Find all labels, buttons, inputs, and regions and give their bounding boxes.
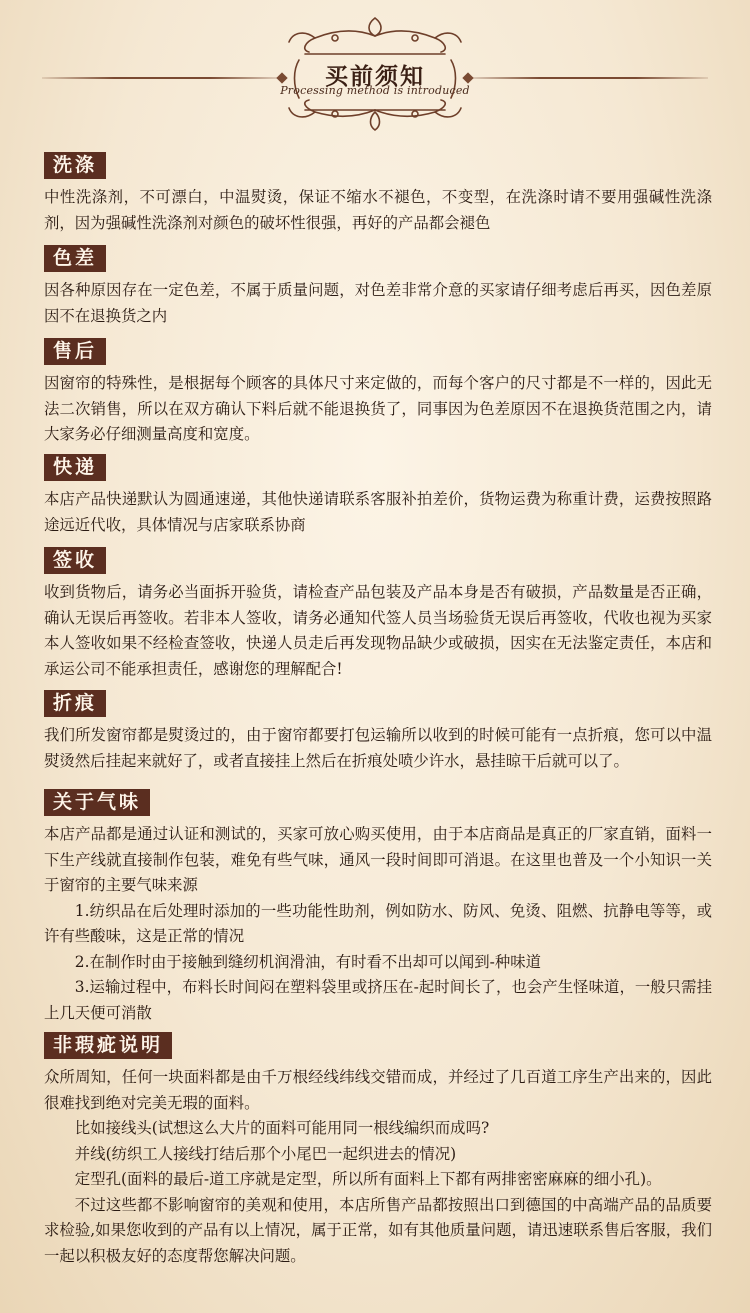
section-title: 快递	[44, 454, 106, 481]
section-text: 众所周知，任何一块面料都是由千万根经线纬线交错而成，并经过了几百道工序生产出来的，因此很难找到绝对完美无瑕的面料。	[44, 1068, 712, 1112]
section-title: 折痕	[44, 690, 106, 717]
section-list-item: 比如接线头(试想这么大片的面料可能用同一根线编织而成吗?	[74, 1119, 490, 1137]
section-non-defect	[44, 1032, 712, 1269]
section-list-item: 1.纺织品在后处理时添加的一些功能性助剂，例如防水、防风、免烫、阻燃、抗静电等等，或许有些酸味，这是正常的情况	[44, 901, 712, 945]
section-list-item: 2.在制作时由于接触到缝纫机润滑油，有时看不出却可以闻到-种味道	[74, 952, 542, 971]
section-title: 色差	[44, 245, 106, 272]
section-text: 本店产品快递默认为圆通速递，其他快递请联系客服补拍差价，货物运费为称重计费，运费按照路途远近代收，具体情况与店家联系协商	[44, 490, 712, 534]
section-list-item: 定型孔(面料的最后-道工序就是定型，所以所有面料上下都有两排密密麻麻的细小孔)。	[74, 1170, 662, 1188]
section-title: 售后	[44, 338, 106, 365]
section-text: 因各种原因存在一定色差，不属于质量问题，对色差非常介意的买家请仔细考虑后再买，因色差原因不在退换货之内	[44, 281, 712, 325]
section-title: 洗涤	[44, 152, 106, 179]
page-subtitle: Processing method is introduced	[280, 84, 470, 97]
section-washing	[44, 152, 712, 236]
section-list-item: 3.运输过程中，布料长时间闷在塑料袋里或挤压在-起时间长了，也会产生怪味道，一般只需挂上几天便可消散	[44, 978, 712, 1022]
section-title: 签收	[44, 547, 106, 574]
section-text: 我们所发窗帘都是熨烫过的，由于窗帘都要打包运输所以收到的时候可能有一点折痕，您可以中温熨烫然后挂起来就好了，或者直接挂上然后在折痕处喷少许水，悬挂晾干后就可以了。	[44, 726, 712, 770]
page-header	[0, 0, 750, 140]
section-text: 本店产品都是通过认证和测试的，买家可放心购买使用，由于本店商品是真正的厂家直销，面料一下生产线就直接制作包装，难免有些气味，通风一段时间即可消退。在这里也普及一个小知识一关 于窗帘的主要气味来源	[44, 825, 712, 894]
section-delivery	[44, 454, 712, 538]
section-receipt	[44, 547, 712, 682]
section-title: 关于气味	[44, 789, 150, 816]
section-after-sales	[44, 338, 712, 448]
section-text: 因窗帘的特殊性，是根据每个顾客的具体尺寸来定做的，而每个客户的尺寸都是不一样的，因此无法二次销售，所以在双方确认下料后就不能退换货了，同事因为色差原因不在退换货范围之内，请大家务必仔细测量高度和宽度。	[44, 374, 712, 443]
section-color-difference	[44, 245, 712, 329]
section-odor	[44, 789, 712, 1026]
section-title: 非瑕疵说明	[44, 1032, 172, 1059]
section-creases	[44, 690, 712, 774]
section-list-item: 并线(纺织工人接线打结后那个小尾巴一起织进去的情况)	[74, 1144, 457, 1163]
section-text: 中性洗涤剂，不可漂白，中温熨烫，保证不缩水不褪色，不变型，在洗涤时请不要用强碱性洗涤剂，因为强碱性洗涤剂对颜色的破坏性很强，再好的产品都会褪色	[44, 188, 712, 232]
page-title: 买前须知	[325, 63, 425, 90]
section-text: 不过这些都不影响窗帘的美观和使用，本店所售产品都按照出口到德国的中高端产品的品质要求检验,如果您收到的产品有以上情况，属于正常，如有其他质量问题，请迅速联系售后客服，我们一起以积极友好的态度帮您解决问题。	[44, 1195, 712, 1265]
section-text: 收到货物后，请务必当面拆开验货，请检查产品包装及产品本身是否有破损，产品数量是否正确，确认无误后再签收。若非本人签收，请务必通知代签人员当场验货无误后再签收，代收也视为买家本人签收如果不经检查签收，快递人员走后再发现物品缺少或破损，因实在无法鉴定责任，本店和承运公司不能承担责任，感谢您的理解配合!	[44, 583, 712, 678]
